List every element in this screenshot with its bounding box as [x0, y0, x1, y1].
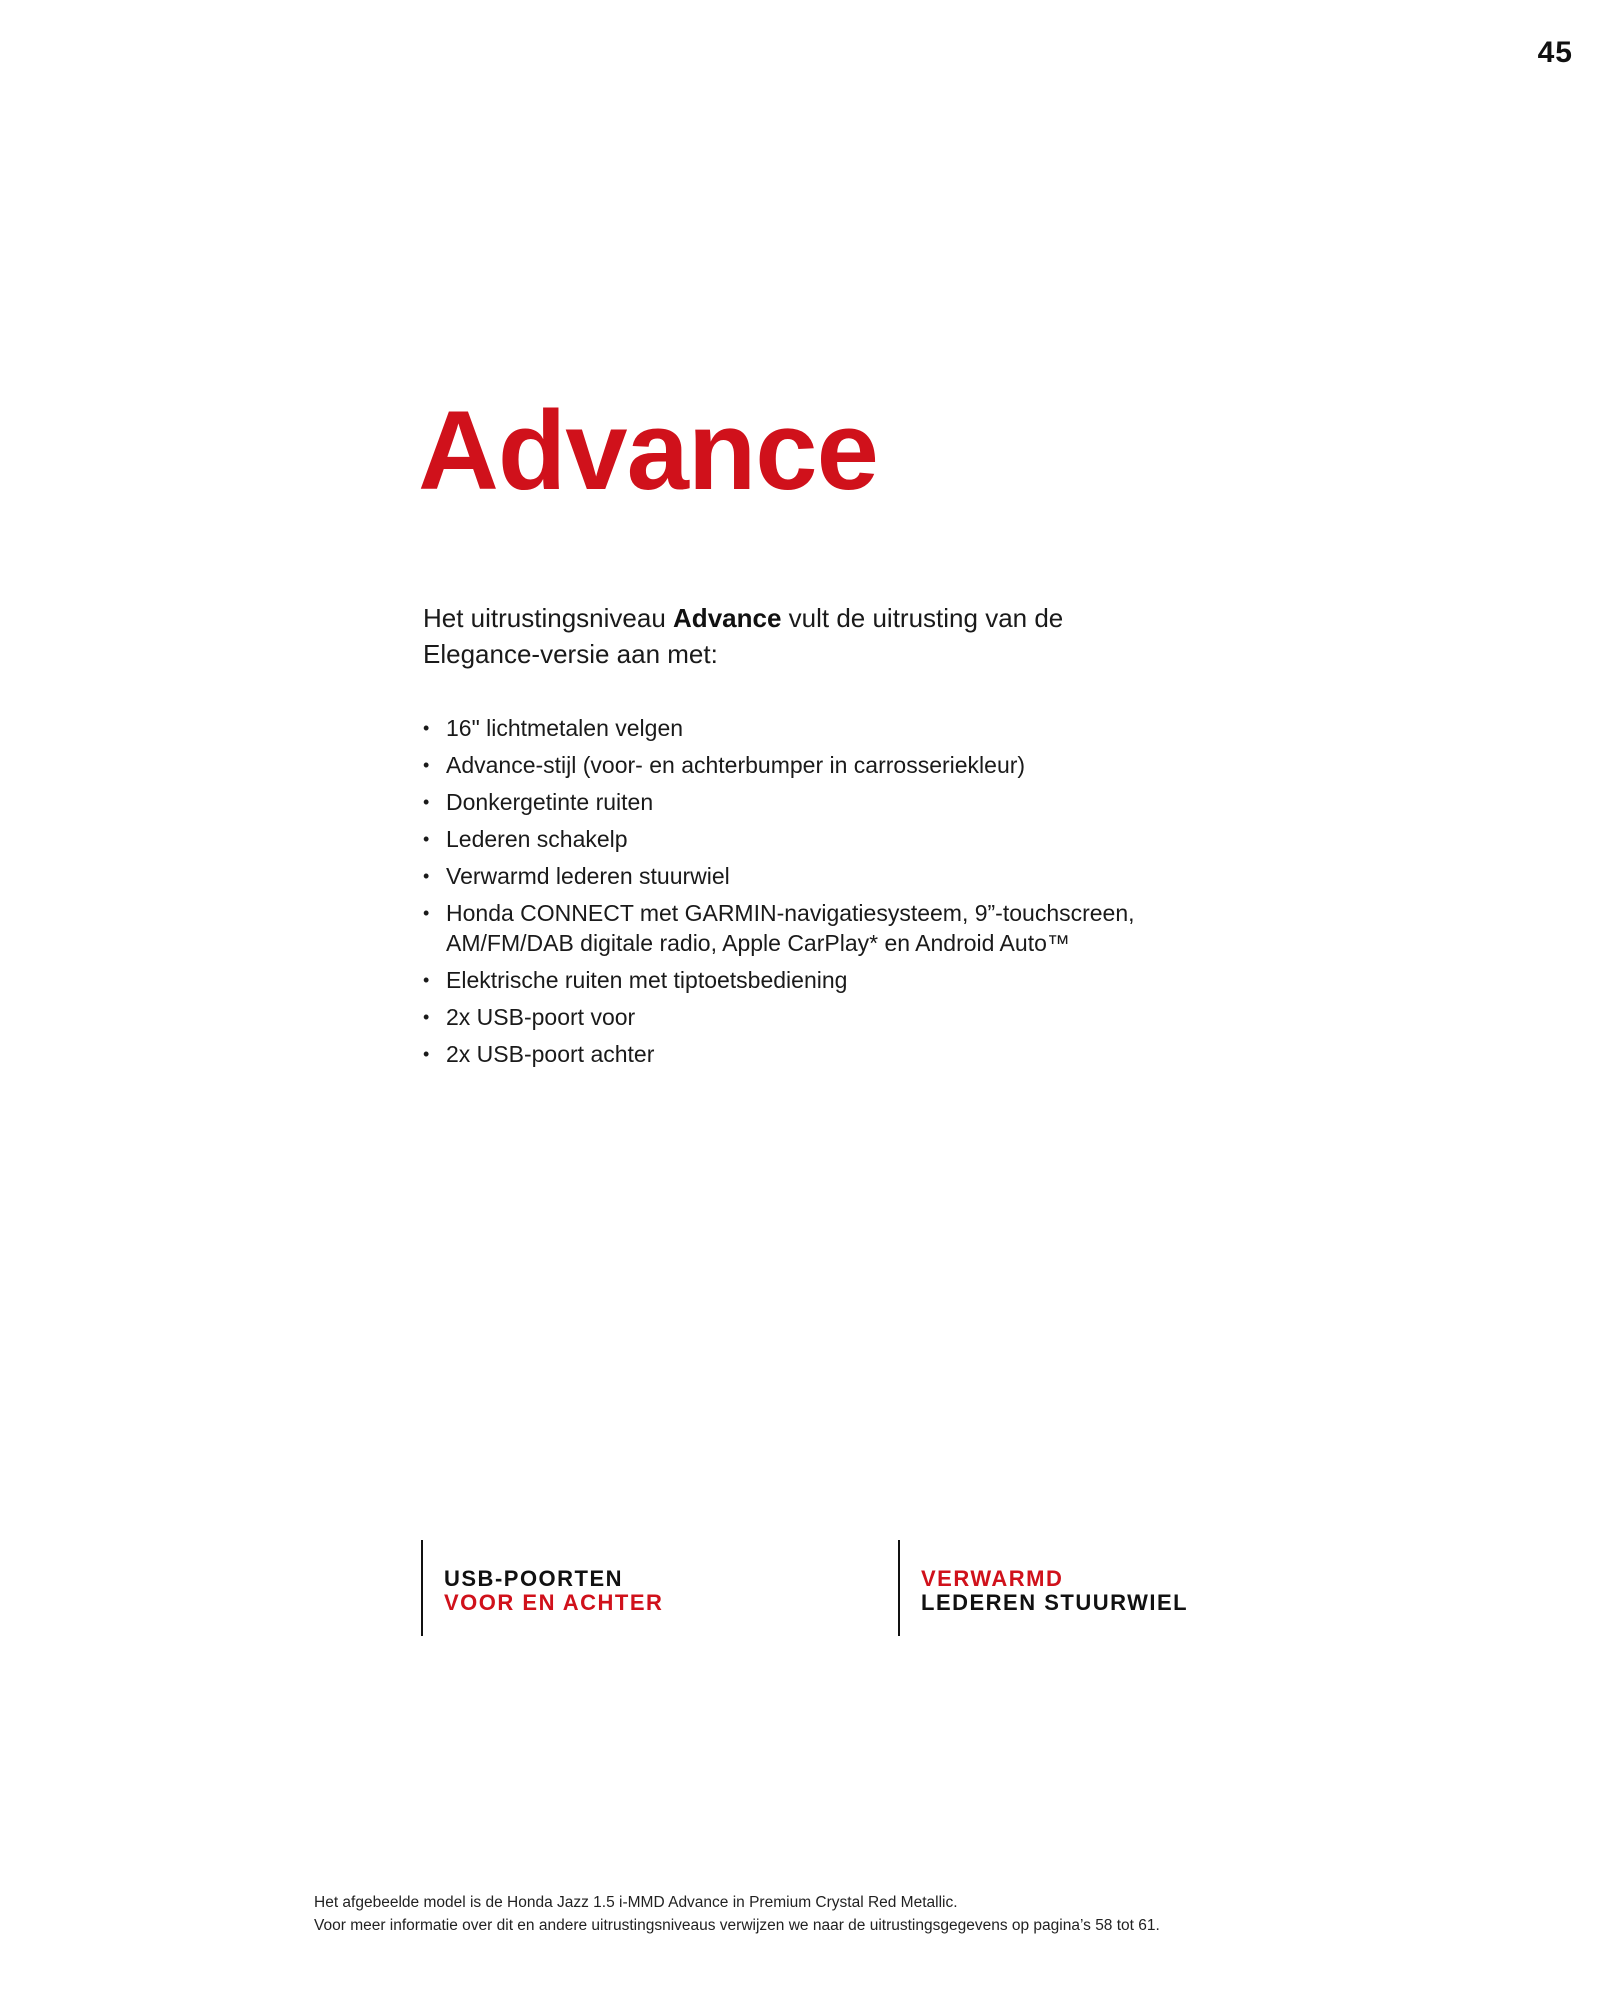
bullet-icon: • [423, 1044, 430, 1064]
footnote [314, 1891, 1514, 1937]
feature-text: 16" lichtmetalen velgen [446, 715, 684, 741]
feature-text: Lederen schakelp [446, 826, 628, 852]
intro-text-after: vult de uitrusting van de Elegance-versie aan met: [423, 603, 1064, 669]
intro-paragraph [423, 600, 1143, 672]
page-title: Advance [418, 388, 878, 513]
usb-ports-callout [421, 1540, 881, 1636]
feature-text: Honda CONNECT met GARMIN-navigatiesysteem, 9”-touchscreen, AM/FM/DAB digitale radio, Apple CarPlay* en Android Auto™ [446, 900, 1135, 956]
bullet-icon: • [423, 866, 430, 886]
intro-text-bold: Advance [673, 603, 782, 633]
feature-text: Verwarmd lederen stuurwiel [446, 863, 730, 889]
feature-item [423, 1039, 1163, 1069]
bullet-icon: • [423, 755, 430, 775]
bullet-icon: • [423, 1007, 430, 1027]
feature-text: 2x USB-poort achter [446, 1041, 655, 1067]
feature-item [423, 861, 1163, 891]
feature-item [423, 965, 1163, 995]
bullet-icon: • [423, 829, 430, 849]
feature-item [423, 750, 1163, 780]
feature-text: Elektrische ruiten met tiptoetsbediening [446, 967, 848, 993]
usb-callout-line2: VOOR EN ACHTER [444, 1590, 664, 1615]
heated-wheel-callout [898, 1540, 1358, 1636]
bullet-icon: • [423, 903, 430, 923]
bullet-icon: • [423, 792, 430, 812]
feature-item [423, 898, 1163, 958]
feature-item [423, 1002, 1163, 1032]
wheel-callout-line2: LEDEREN STUURWIEL [921, 1590, 1189, 1615]
feature-item [423, 787, 1163, 817]
intro-text-before: Het uitrustingsniveau [423, 603, 674, 633]
feature-item [423, 824, 1163, 854]
footnote-line1: Het afgebeelde model is de Honda Jazz 1.5 i-MMD Advance in Premium Crystal Red Metallic. [314, 1894, 958, 1911]
wheel-callout-line1: VERWARMD [921, 1566, 1064, 1591]
feature-text: Advance-stijl (voor- en achterbumper in carrosseriekleur) [446, 752, 1026, 778]
feature-text: Donkergetinte ruiten [446, 789, 654, 815]
page-number: 45 [1537, 36, 1573, 69]
footnote-line2: Voor meer informatie over dit en andere uitrustingsniveaus verwijzen we naar de uitrustingsgegevens op pagina’s 58 tot 61. [314, 1917, 1160, 1934]
feature-text: 2x USB-poort voor [446, 1004, 636, 1030]
feature-item [423, 713, 1163, 743]
bullet-icon: • [423, 970, 430, 990]
feature-list [423, 713, 1163, 1076]
bullet-icon: • [423, 718, 430, 738]
usb-callout-line1: USB-POORTEN [444, 1566, 624, 1591]
